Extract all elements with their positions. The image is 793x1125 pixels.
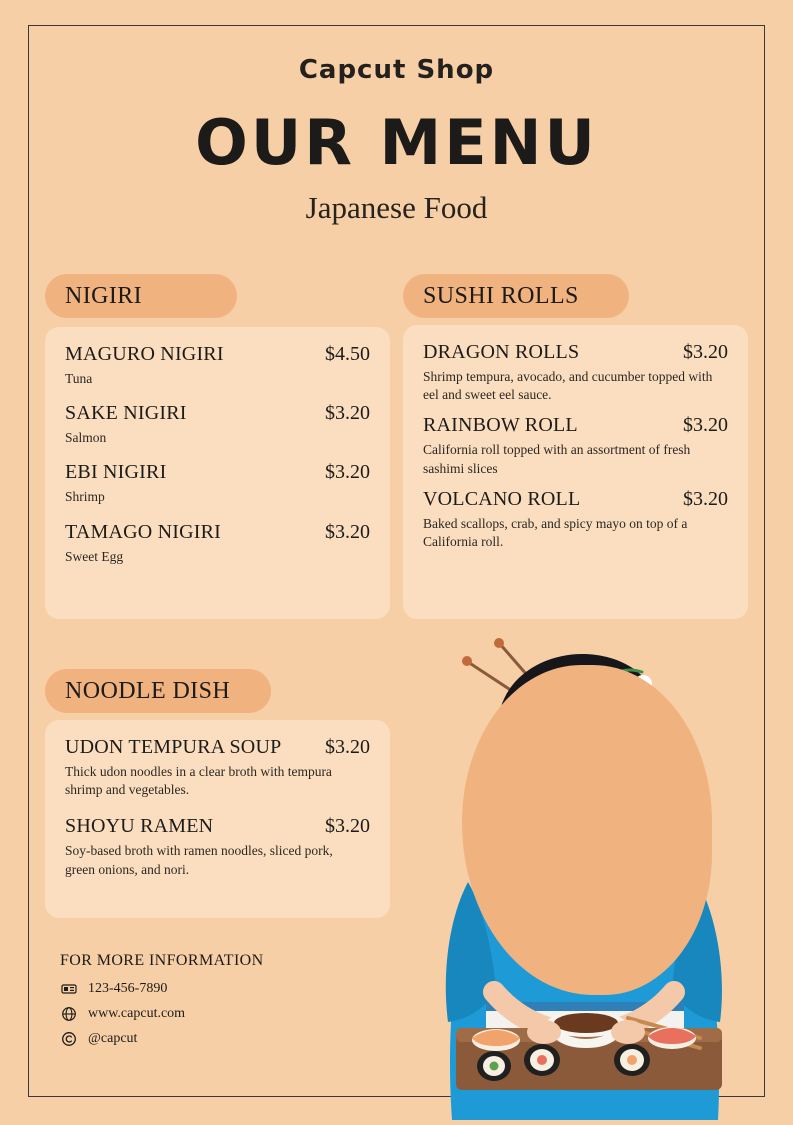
item-name: VOLCANO ROLL (423, 487, 581, 510)
contact-social: @capcut (88, 1031, 138, 1046)
item-name: RAINBOW ROLL (423, 414, 578, 437)
shop-name: Capcut Shop (298, 55, 495, 85)
menu-item (65, 461, 370, 506)
item-price: $3.20 (325, 461, 370, 484)
item-price: $3.20 (325, 736, 370, 758)
menu-item (65, 815, 370, 878)
item-description: Sweet Egg (65, 548, 124, 564)
item-price: $3.20 (683, 487, 728, 510)
contact-title: FOR MORE INFORMATION (60, 952, 264, 969)
item-name: EBI NIGIRI (65, 461, 167, 484)
item-name: SHOYU RAMEN (65, 815, 214, 838)
item-name: TAMAGO NIGIRI (65, 520, 221, 543)
section-label-noodle-dish: NOODLE DISH (65, 677, 231, 704)
menu-item (423, 488, 728, 551)
item-description: Baked scallops, crab, and spicy mayo on top of a California roll. (423, 515, 688, 550)
item-description: Shrimp tempura, avocado, and cucumber topped with eel and sweet eel sauce. (423, 369, 713, 403)
page-subtitle: Japanese Food (305, 190, 488, 225)
geisha-illustration (432, 620, 772, 1120)
section-card-noodle-dish (45, 720, 390, 918)
item-name: DRAGON ROLLS (423, 341, 580, 363)
menu-item (65, 521, 370, 566)
item-description: Soy-based broth with ramen noodles, sliced pork, green onions, and nori. (65, 843, 333, 877)
item-price: $4.50 (325, 343, 370, 365)
section-header-noodle-dish (45, 669, 271, 713)
item-price: $3.20 (683, 414, 728, 437)
item-price: $3.20 (683, 341, 728, 363)
menu-item (65, 402, 370, 447)
item-description: Salmon (65, 430, 107, 446)
menu-item (65, 736, 370, 799)
section-header-nigiri (45, 274, 237, 318)
phone-icon (60, 980, 78, 998)
section-header-sushi-rolls (403, 274, 629, 318)
section-label-nigiri: NIGIRI (65, 282, 143, 309)
section-label-sushi-rolls: SUSHI ROLLS (423, 282, 579, 309)
item-description: Shrimp (65, 489, 105, 505)
page-title: OUR MENU (195, 106, 598, 179)
section-card-sushi-rolls (403, 325, 748, 619)
section-card-nigiri (45, 327, 390, 619)
item-price: $3.20 (325, 815, 370, 838)
contact-social-row (60, 1030, 264, 1048)
item-name: MAGURO NIGIRI (65, 343, 224, 365)
contact-phone: 123-456-7890 (88, 981, 168, 996)
globe-icon (60, 1005, 78, 1023)
contact-website: www.capcut.com (88, 1006, 186, 1021)
item-price: $3.20 (325, 520, 370, 543)
contact-website-row (60, 1005, 264, 1023)
menu-item (423, 341, 728, 404)
contact-phone-row (60, 980, 264, 998)
item-price: $3.20 (325, 402, 370, 425)
item-name: SAKE NIGIRI (65, 402, 187, 425)
item-name: UDON TEMPURA SOUP (65, 736, 282, 758)
menu-item (423, 414, 728, 477)
item-description: Tuna (65, 371, 93, 386)
contact-block (60, 952, 264, 1055)
copyright-icon (60, 1030, 78, 1048)
menu-item (65, 343, 370, 388)
item-description: Thick udon noodles in a clear broth with tempura shrimp and vegetables. (65, 764, 332, 798)
item-description: California roll topped with an assortment of fresh sashimi slices (423, 442, 691, 476)
